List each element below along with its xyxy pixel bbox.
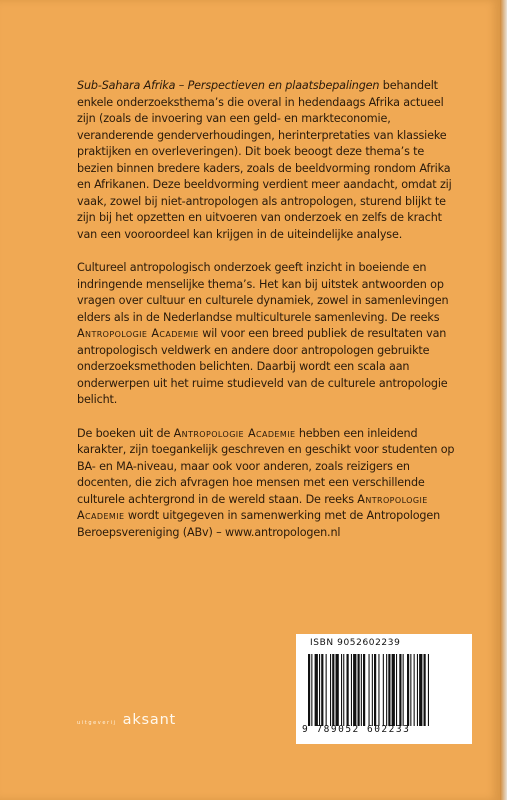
barcode-bar [319,654,320,726]
book-title-italic: Sub-Sahara Afrika – Perspectieven en plaatsbepalingen [77,79,380,92]
barcode-bar [403,654,404,726]
series-name: Antropologie Academie [77,492,428,522]
barcode-bar [414,654,415,726]
isbn-barcode [296,634,472,744]
barcode-bar [308,654,310,726]
isbn-label: ISBN 9052602239 [310,638,401,648]
blurb-paragraph-2 [77,260,462,409]
barcode-bar [363,654,365,726]
spine-edge [500,0,507,800]
blurb-paragraph-2-text-a: Cultureel antropologisch onderzoek geeft inzicht in boeiende en indringende menselijke thema’s. Het kan bij uitstek antwoorden op vragen over cultuur en culturele dynamiek, zowel in samenlevingen elders als in de Nederlandse multiculturele samenleving. De reeks [77,261,449,324]
barcode-bar [383,654,384,726]
barcode-bar [372,654,373,726]
barcode-bar [351,654,352,726]
blurb-paragraph-3-text-b: hebben een inleidend karakter, zijn toegankelijk geschreven en geschikt voor studenten op BA- en MA-niveau, maar ook voor anderen, zoals reizigers en docenten, die zich afvragen hoe mensen met een verschillende culturele achtergrond in de wereld staan. De reeks [77,426,455,506]
barcode-bar [311,654,312,726]
blurb-paragraph-2-text-b: wil voor een breed publiek de resultaten van antropologisch veldwerk en andere door antropologen gebruikte onderzoeksmethoden belichten. Daarbij wordt een scala aan onderwerpen uit het ruime studieveld van de culturele antropologie belicht. [77,327,448,406]
barcode-bar [326,654,327,726]
barcode-bar [369,654,370,726]
barcode-bar [330,654,331,726]
barcode-bar [378,654,379,726]
barcode-bar [392,654,395,726]
barcode-bar [321,654,323,726]
barcode-bar [419,654,422,726]
barcode-bar [374,654,376,726]
blurb-paragraph-1 [77,78,462,243]
barcode-bar [358,654,360,726]
publisher-prefix: uitgeverij [77,720,117,726]
barcode-bar [336,654,339,726]
barcode-bar [399,654,401,726]
barcode-bar [388,654,390,726]
barcode-bar [353,654,356,726]
barcode-bar [386,654,387,726]
barcode-bar [343,654,344,726]
barcode-bar [341,654,342,726]
barcode-bar [417,654,418,726]
barcode-digits: 9 789052 602233 [302,724,411,735]
blurb-paragraph-3 [77,426,462,542]
blurb-paragraph-3-text-a: De boeken uit de [77,426,174,440]
barcode-bar [315,654,318,726]
barcode-bar [424,654,426,726]
back-cover-blurb [77,78,462,558]
barcode-bar [407,654,409,726]
barcode-bar [347,654,349,726]
series-name: Antropologie Academie [173,426,296,440]
barcode-bar [396,654,397,726]
barcode-bars [308,654,460,726]
barcode-bar [428,654,429,726]
blurb-paragraph-3-text-c: wordt uitgegeven in samenwerking met de Antropologen Beroepsvereniging (ABv) – www.antropologen.nl [77,509,441,539]
blurb-paragraph-1-text: behandelt enkele onderzoeksthema’s die overal in hedendaags Afrika actueel zijn (zoals de invoering van een geld- en markteconomie, veranderende genderverhoudingen, herinterpretaties van klassieke praktijken en overleveringen). Dit boek beoogt deze thema’s te bezien binnen bredere kaders, zoals de beeldvorming rondom Afrika en Afrikanen. Deze beeldvorming verdient meer aandacht, omdat zij vaak, zowel bij niet-antropologen als antropologen, sturend blijkt te zijn bij het opzetten en uitvoeren van onderzoek en zelfs de kracht van een vooroordeel kan krijgen in de uiteindelijke analyse. [77,79,452,241]
publisher-name: aksant [122,712,177,728]
barcode-bar [361,654,362,726]
barcode-bar [332,654,334,726]
barcode-bar [410,654,411,726]
publisher-logo [77,712,176,728]
series-name: Antropologie Academie [77,327,199,340]
